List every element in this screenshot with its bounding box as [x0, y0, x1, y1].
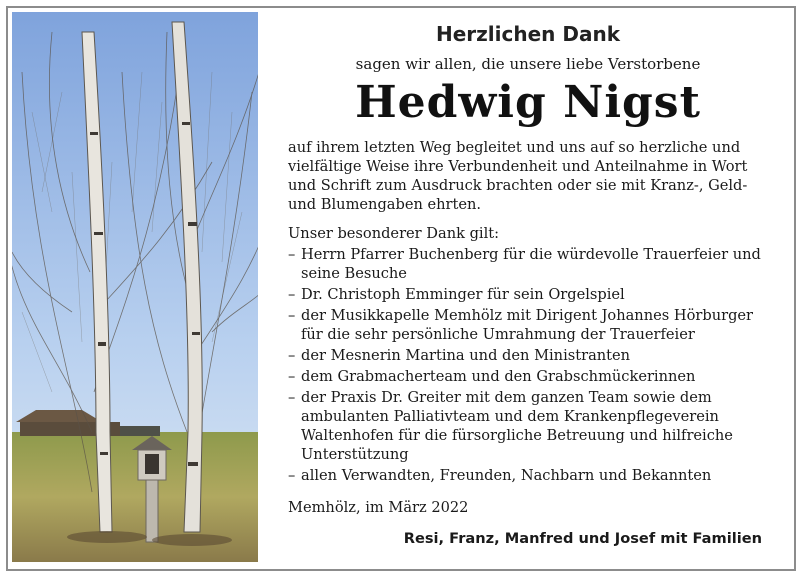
thanks-intro: Unser besonderer Dank gilt: [288, 225, 500, 242]
notice-heading: Herzlichen Dank [435, 22, 620, 46]
notice-subline: sagen wir allen, die unsere liebe Verstorbene [355, 55, 701, 73]
thanks-item [288, 346, 768, 365]
thanks-item-text: Dr. Christoph Emminger für sein Orgelspiel [301, 286, 625, 303]
list-dash: – [288, 467, 296, 484]
thanks-item [288, 285, 768, 304]
list-dash: – [288, 307, 296, 324]
list-dash: – [288, 368, 296, 385]
thanks-item-text: der Musikkapelle Memhölz mit Dirigent Johannes Hörburger für die sehr persönliche Umrahmung der Trauerfeier [301, 307, 754, 343]
thanks-item-text: der Mesnerin Martina und den Ministranten [301, 347, 631, 364]
list-dash: – [288, 286, 296, 303]
thanks-item [288, 466, 768, 485]
thanks-item-text: allen Verwandten, Freunden, Nachbarn und Bekannten [301, 467, 712, 484]
deceased-name: Hedwig Nigst [355, 77, 701, 128]
notice-body: auf ihrem letzten Weg begleitet und uns auf so herzliche und vielfältige Weise ihre Verbundenheit und Anteilnahme in Wort und Schrift zum Ausdruck brachten oder sie mit Kranz-, Geld- und Blumengaben ehrten. [288, 139, 748, 213]
thanks-item-text: der Praxis Dr. Greiter mit dem ganzen Team sowie dem ambulanten Palliativteam und dem Krankenpflegeverein Waltenhofen für die fürsorgliche Betreuung und hilfreiche Unterstützung [301, 389, 733, 463]
thanks-item [288, 306, 768, 344]
thanks-item [288, 367, 768, 386]
thanks-list [288, 245, 768, 485]
notice-content [288, 22, 768, 547]
list-dash: – [288, 246, 296, 263]
thanks-item-text: dem Grabmacherteam und den Grabschmückerinnen [301, 368, 696, 385]
thanks-item [288, 388, 768, 464]
thanks-item [288, 245, 768, 283]
list-dash: – [288, 347, 296, 364]
birch-trees-photo-icon [12, 12, 258, 562]
list-dash: – [288, 389, 296, 406]
thanks-item-text: Herrn Pfarrer Buchenberg für die würdevolle Trauerfeier und seine Besuche [301, 246, 761, 282]
signature: Resi, Franz, Manfred und Josef mit Familien [403, 530, 762, 547]
photo-birch-trees [12, 12, 258, 562]
place-date: Memhölz, im März 2022 [288, 499, 469, 516]
